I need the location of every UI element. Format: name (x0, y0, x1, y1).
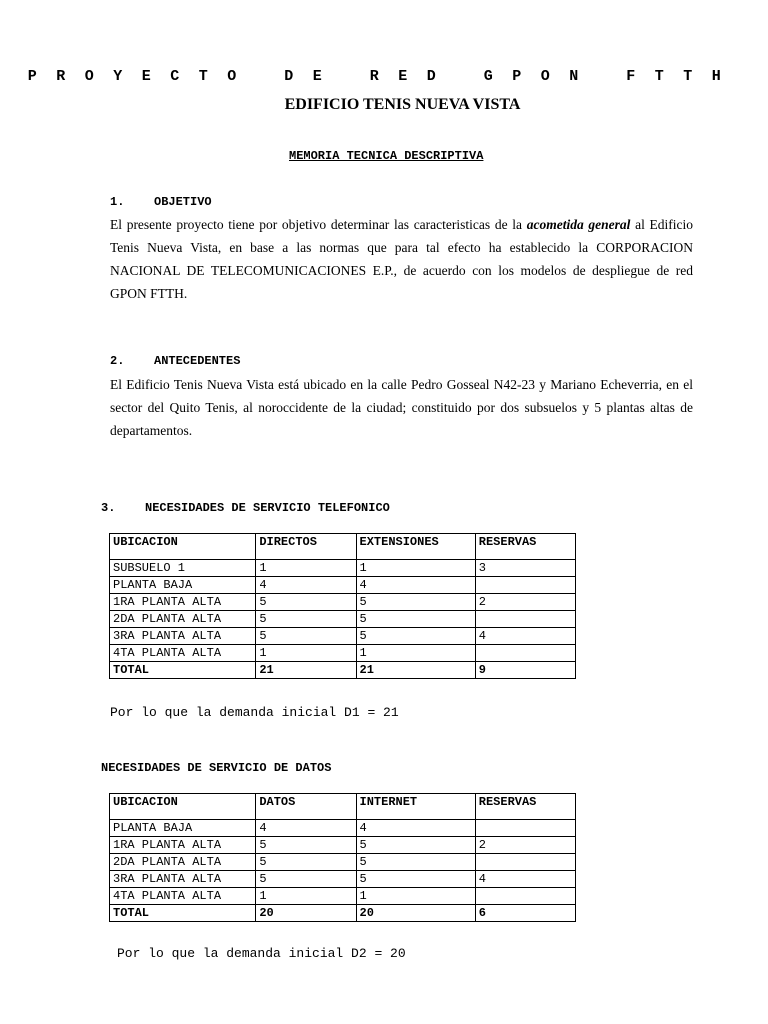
table-cell: 1 (256, 888, 356, 905)
table-cell: 5 (356, 837, 475, 854)
section-heading-telefonico (101, 501, 390, 515)
table-cell: 9 (475, 662, 575, 679)
paragraph-text: al Edificio Tenis Nueva Vista, en base a las normas que para tal efecto ha establecido la CORPORACION NACIONAL DE TELECOMUNICACIONES E.P., de acuerdo con los modelos de despliegue de red GPON FTTH. (110, 217, 694, 301)
table-cell: 4 (256, 820, 356, 837)
table-cell: 5 (256, 837, 356, 854)
section-heading-datos: NECESIDADES DE SERVICIO DE DATOS (101, 761, 332, 775)
table-cell: 4 (475, 628, 575, 645)
table-cell: 4 (356, 577, 475, 594)
table-cell: 1 (256, 560, 356, 577)
table-cell: UBICACION (110, 534, 256, 560)
section-title: OBJETIVO (154, 195, 212, 209)
table-cell: 2 (475, 594, 575, 611)
document-title: PROYECTO DE RED GPON FTTH (27, 68, 741, 85)
table-row (110, 871, 576, 888)
table-cell: 3 (475, 560, 575, 577)
table-cell: 21 (256, 662, 356, 679)
table-row (110, 854, 576, 871)
table-cell: UBICACION (110, 794, 256, 820)
table-cell: 6 (475, 905, 575, 922)
document-type-heading: MEMORIA TECNICA DESCRIPTIVA (289, 149, 484, 163)
table-cell: 5 (356, 611, 475, 628)
table-cell: DIRECTOS (256, 534, 356, 560)
paragraph-objetivo (110, 213, 693, 305)
table-row (110, 820, 576, 837)
table-cell: PLANTA BAJA (110, 577, 256, 594)
section-heading-antecedentes (110, 354, 240, 368)
table-cell: EXTENSIONES (356, 534, 475, 560)
table-total-row (110, 905, 576, 922)
table-cell: TOTAL (110, 905, 256, 922)
table-cell: 5 (256, 871, 356, 888)
telefonico-table (109, 533, 576, 679)
table-row (110, 837, 576, 854)
table-row (110, 628, 576, 645)
table-cell: 1 (256, 645, 356, 662)
table-cell: 1RA PLANTA ALTA (110, 594, 256, 611)
table-cell: 20 (256, 905, 356, 922)
table-cell: 5 (256, 628, 356, 645)
table-cell (475, 577, 575, 594)
table-cell: PLANTA BAJA (110, 820, 256, 837)
demand-note-d1: Por lo que la demanda inicial D1 = 21 (110, 705, 399, 720)
table-cell: 1 (356, 888, 475, 905)
table-row (110, 560, 576, 577)
table-cell: 1 (356, 645, 475, 662)
table-cell (475, 645, 575, 662)
table-cell: 4TA PLANTA ALTA (110, 888, 256, 905)
section-number: 3. (101, 501, 116, 515)
section-number: 2. (110, 354, 125, 368)
table-cell: SUBSUELO 1 (110, 560, 256, 577)
table-cell: 5 (256, 611, 356, 628)
table-total-row (110, 662, 576, 679)
table-header-row (110, 794, 576, 820)
table-cell: DATOS (256, 794, 356, 820)
table-cell: 4 (356, 820, 475, 837)
table-cell: 1RA PLANTA ALTA (110, 837, 256, 854)
table-cell (475, 888, 575, 905)
table-row (110, 577, 576, 594)
table-cell: 3RA PLANTA ALTA (110, 628, 256, 645)
table-cell: 5 (256, 854, 356, 871)
table-cell: 21 (356, 662, 475, 679)
paragraph-text: El presente proyecto tiene por objetivo determinar las caracteristicas de la (110, 217, 527, 232)
document-subtitle: EDIFICIO TENIS NUEVA VISTA (284, 96, 521, 113)
table-cell: 5 (356, 594, 475, 611)
section-title: NECESIDADES DE SERVICIO TELEFONICO (145, 501, 390, 515)
table-cell: TOTAL (110, 662, 256, 679)
table-cell: RESERVAS (475, 794, 575, 820)
table-header-row (110, 534, 576, 560)
table-row (110, 611, 576, 628)
table-cell: 2DA PLANTA ALTA (110, 611, 256, 628)
table-cell: 2 (475, 837, 575, 854)
demand-note-d2: Por lo que la demanda inicial D2 = 20 (117, 946, 406, 961)
table-cell (475, 820, 575, 837)
table-cell: 4TA PLANTA ALTA (110, 645, 256, 662)
section-heading-objetivo (110, 195, 212, 209)
table-cell: 5 (256, 594, 356, 611)
table-cell: 4 (475, 871, 575, 888)
section-number: 1. (110, 195, 125, 209)
table-row (110, 594, 576, 611)
table-cell (475, 854, 575, 871)
table-cell: 3RA PLANTA ALTA (110, 871, 256, 888)
table-cell: 1 (356, 560, 475, 577)
table-cell: 5 (356, 854, 475, 871)
table-cell (475, 611, 575, 628)
table-cell: 5 (356, 628, 475, 645)
table-row (110, 645, 576, 662)
datos-table (109, 793, 576, 922)
table-cell: INTERNET (356, 794, 475, 820)
table-cell: 5 (356, 871, 475, 888)
table-row (110, 888, 576, 905)
table-cell: 20 (356, 905, 475, 922)
paragraph-antecedentes: El Edificio Tenis Nueva Vista está ubicado en la calle Pedro Gosseal N42-23 y Mariano Echeverria, en el sector del Quito Tenis, al noroccidente de la ciudad; constituido por dos subsuelos y 5 plantas altas de departamentos. (110, 377, 693, 438)
emphasis-text: acometida general (526, 217, 631, 232)
table-cell: RESERVAS (475, 534, 575, 560)
section-title: ANTECEDENTES (154, 354, 241, 368)
table-cell: 4 (256, 577, 356, 594)
table-cell: 2DA PLANTA ALTA (110, 854, 256, 871)
